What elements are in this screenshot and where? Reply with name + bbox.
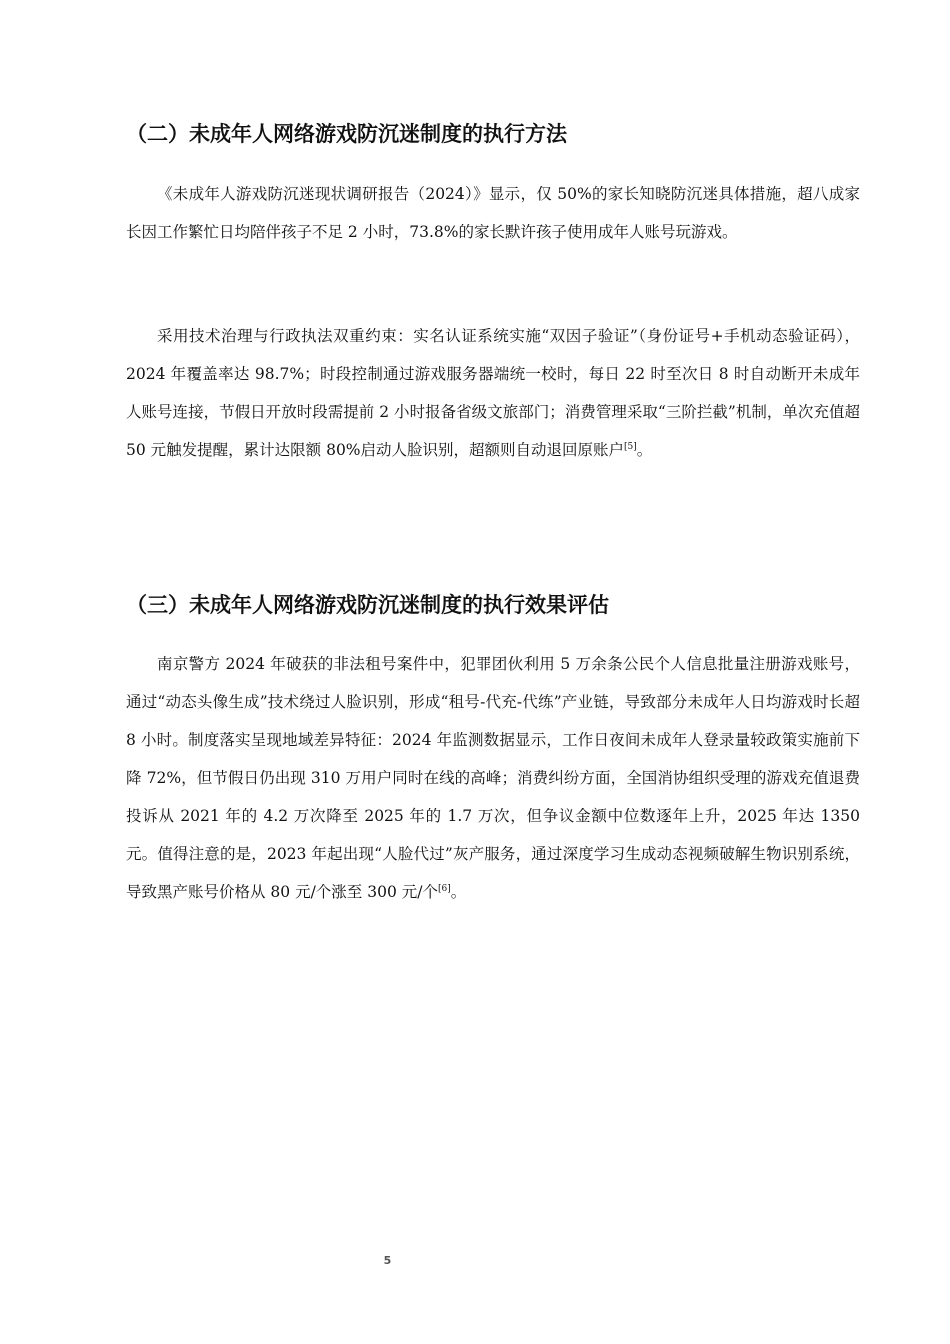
citation-ref: [6] [437, 883, 451, 894]
paragraph-end: 。 [636, 441, 653, 459]
section-heading-2: （二）未成年人网络游戏防沉迷制度的执行方法 [126, 122, 567, 146]
section-heading-3: （三）未成年人网络游戏防沉迷制度的执行效果评估 [126, 593, 609, 617]
paragraph-evaluation [126, 645, 860, 911]
paragraph-survey [126, 175, 860, 251]
page-number: 5 [383, 1254, 392, 1267]
paragraph-text: 南京警方 2024 年破获的非法租号案件中，犯罪团伙利用 5 万余条公民个人信息批量注册游戏账号，通过“动态头像生成”技术绕过人脸识别，形成“租号-代充-代练”产业链，导致部分未成年人日均游戏时长超 8 小时。制度落实呈现地域差异特征：2024 年监测数据显示，工作日夜间未成年人登录量较政策实施前下降 72%，但节假日仍出现 310 万用户同时在线的高峰；消费纠纷方面，全国消协组织受理的游戏充值退费投诉从 2021 年的 4.2 万次降至 2025 年的 1.7 万次，但争议金额中位数逐年上升，2025 年达 1350 元。值得注意的是，2023 年起出现“人脸代过”灰产服务，通过深度学习生成动态视频破解生物识别系统，导致黑产账号价格从 80 元/个涨至 300 元/个 [126, 655, 860, 901]
citation-ref: [5] [624, 441, 637, 452]
paragraph-end: 。 [450, 883, 467, 901]
paragraph-text: 《未成年人游戏防沉迷现状调研报告（2024）》显示，仅 50%的家长知晓防沉迷具体措施，超八成家长因工作繁忙日均陪伴孩子不足 2 小时，73.8%的家长默许孩子使用成年人账号玩游戏。 [126, 185, 860, 241]
paragraph-text: 采用技术治理与行政执法双重约束：实名认证系统实施“双因子验证”（身份证号+手机动态验证码），2024 年覆盖率达 98.7%；时段控制通过游戏服务器端统一校时，每日 22 时至次日 8 时自动断开未成年人账号连接，节假日开放时段需提前 2 小时报备省级文旅部门；消费管理采取“三阶拦截”机制，单次充值超 50 元触发提醒，累计达限额 80%启动人脸识别，超额则自动退回原账户 [126, 327, 860, 459]
paragraph-dual-constraint [126, 317, 860, 469]
